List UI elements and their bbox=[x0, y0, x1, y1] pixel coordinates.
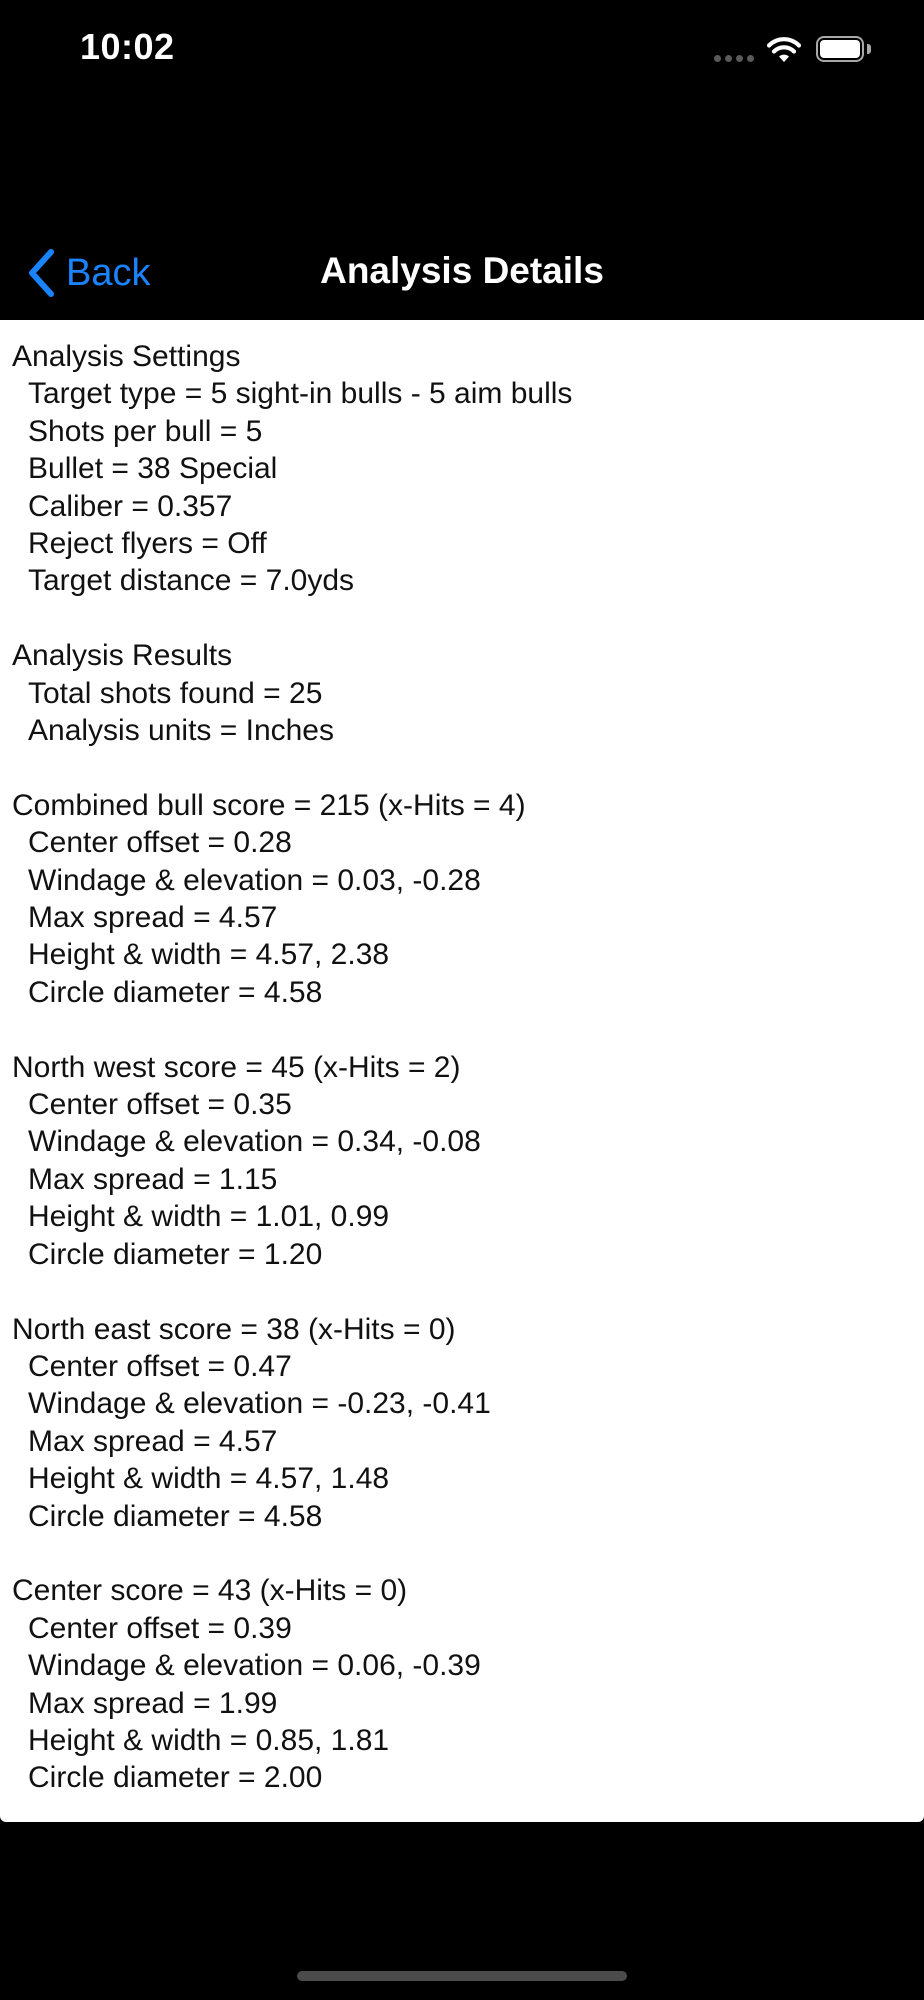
section-center bbox=[12, 1572, 924, 1796]
detail-line: Max spread = 1.99 bbox=[28, 1686, 278, 1720]
notch bbox=[228, 0, 696, 66]
status-time: 10:02 bbox=[80, 26, 175, 67]
detail-line: Height & width = 4.57, 2.38 bbox=[28, 938, 390, 972]
section-combined-bull bbox=[12, 787, 924, 1011]
detail-line: Windage & elevation = 0.03, -0.28 bbox=[28, 863, 481, 897]
detail-line: Center offset = 0.39 bbox=[28, 1611, 292, 1645]
detail-line: Height & width = 4.57, 1.48 bbox=[28, 1462, 390, 1496]
section-heading: North east score = 38 (x-Hits = 0) bbox=[12, 1312, 456, 1346]
detail-line: Windage & elevation = 0.06, -0.39 bbox=[28, 1649, 481, 1683]
analysis-details-text bbox=[0, 320, 924, 1822]
detail-line: Analysis units = Inches bbox=[28, 714, 334, 748]
detail-line: Circle diameter = 4.58 bbox=[28, 975, 323, 1009]
signal-icon bbox=[714, 55, 756, 63]
navigation-bar bbox=[0, 236, 924, 310]
detail-line: Center offset = 0.28 bbox=[28, 826, 292, 860]
battery-icon bbox=[816, 36, 874, 64]
detail-line: Max spread = 1.15 bbox=[28, 1162, 278, 1196]
detail-line: Height & width = 1.01, 0.99 bbox=[28, 1200, 390, 1234]
status-bar bbox=[0, 0, 924, 100]
section-analysis-results bbox=[12, 637, 924, 749]
section-heading: Analysis Settings bbox=[12, 340, 241, 373]
section-north-west bbox=[12, 1049, 924, 1273]
wifi-icon bbox=[766, 34, 802, 64]
detail-line: Windage & elevation = -0.23, -0.41 bbox=[28, 1387, 491, 1421]
page-title: Analysis Details bbox=[320, 250, 604, 291]
section-heading: North west score = 45 (x-Hits = 2) bbox=[12, 1050, 461, 1084]
section-heading: Combined bull score = 215 (x-Hits = 4) bbox=[12, 788, 526, 822]
detail-line: Shots per bull = 5 bbox=[28, 414, 263, 448]
detail-line: Circle diameter = 4.58 bbox=[28, 1499, 323, 1533]
detail-line: Target distance = 7.0yds bbox=[28, 564, 355, 598]
detail-line: Max spread = 4.57 bbox=[28, 901, 278, 935]
detail-line: Center offset = 0.35 bbox=[28, 1088, 292, 1122]
detail-line: Max spread = 4.57 bbox=[28, 1424, 278, 1458]
detail-line: Bullet = 38 Special bbox=[28, 452, 278, 486]
section-analysis-settings bbox=[12, 338, 924, 600]
back-label: Back bbox=[66, 251, 151, 294]
detail-line: Caliber = 0.357 bbox=[28, 489, 233, 523]
detail-line: Center offset = 0.47 bbox=[28, 1349, 292, 1383]
detail-line: Total shots found = 25 bbox=[28, 676, 323, 710]
detail-line: Circle diameter = 1.20 bbox=[28, 1237, 323, 1271]
detail-line: Windage & elevation = 0.34, -0.08 bbox=[28, 1125, 481, 1159]
section-heading: Analysis Results bbox=[12, 639, 233, 673]
section-north-east bbox=[12, 1311, 924, 1535]
detail-line: Reject flyers = Off bbox=[28, 527, 267, 561]
detail-line: Target type = 5 sight-in bulls - 5 aim bulls bbox=[28, 377, 573, 411]
detail-line: Circle diameter = 2.00 bbox=[28, 1761, 323, 1795]
home-indicator[interactable] bbox=[297, 1971, 627, 1981]
detail-line: Height & width = 0.85, 1.81 bbox=[28, 1723, 390, 1757]
section-heading: Center score = 43 (x-Hits = 0) bbox=[12, 1574, 408, 1608]
